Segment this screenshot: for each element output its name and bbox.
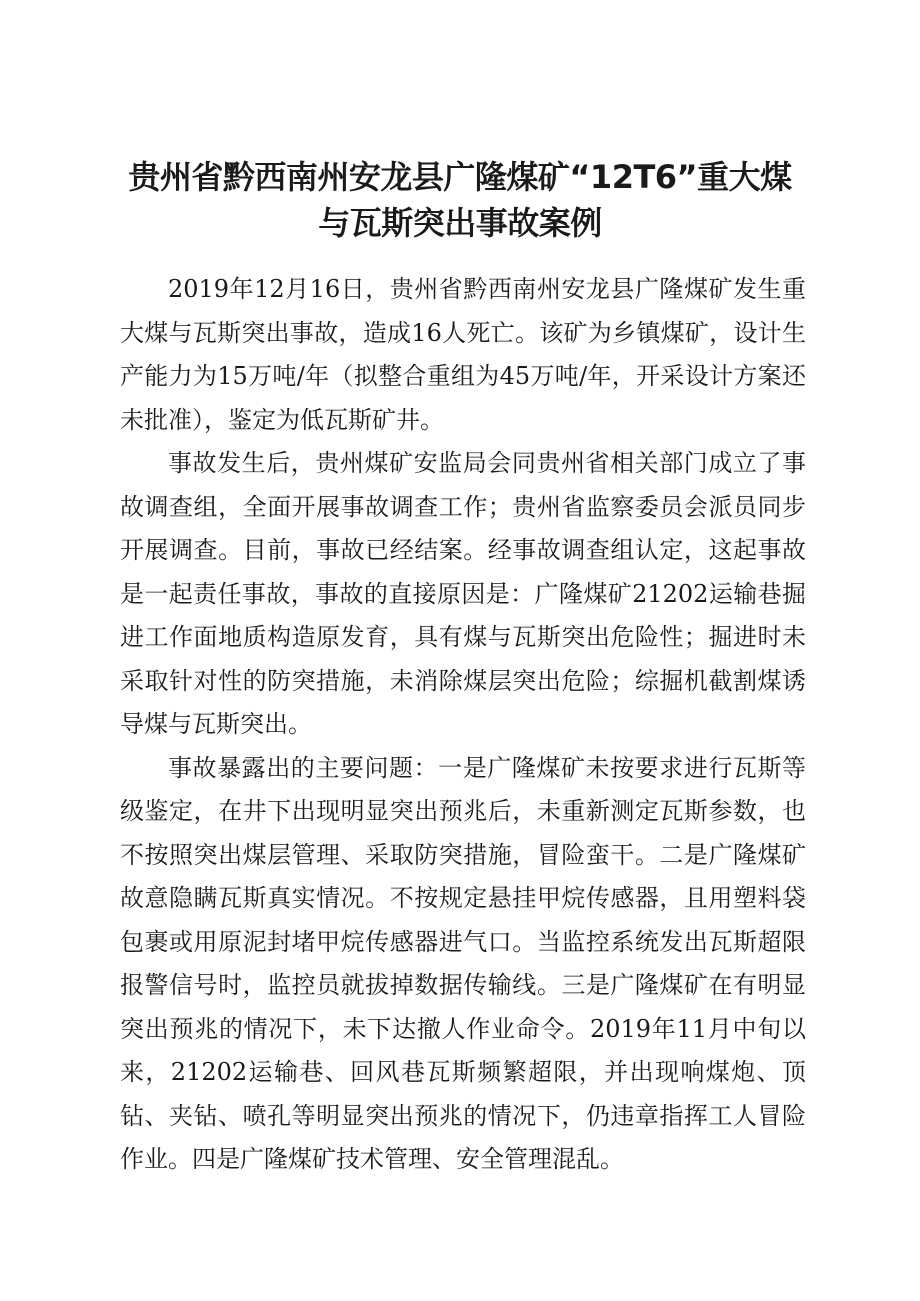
paragraph-summary: 2019年12月16日，贵州省黔西南州安龙县广隆煤矿发生重大煤与瓦斯突出事故，造成16人死亡。该矿为乡镇煤矿，设计生产能力为15万吨/年（拟整合重组为45万吨/年，开采设计方案还未批准），鉴定为低瓦斯矿井。 — [120, 275, 806, 434]
paragraph-investigation: 事故发生后，贵州煤矿安监局会同贵州省相关部门成立了事故调查组，全面开展事故调查工作；贵州省监察委员会派员同步开展调查。目前，事故已经结案。经事故调查组认定，这起事故是一起责任事故，事故的直接原因是：广隆煤矿21202运输巷掘进工作面地质构造原发育，具有煤与瓦斯突出危险性；掘进时未采取针对性的防突措施，未消除煤层突出危险；综掘机截割煤诱导煤与瓦斯突出。 — [120, 449, 806, 738]
document-title-line-1: 贵州省黔西南州安龙县广隆煤矿“12T6”重大煤 — [128, 158, 792, 196]
paragraph-problems: 事故暴露出的主要问题：一是广隆煤矿未按要求进行瓦斯等级鉴定，在井下出现明显突出预兆后，未重新测定瓦斯参数，也不按照突出煤层管理、采取防突措施，冒险蛮干。二是广隆煤矿故意隐瞒瓦斯真实情况。不按规定悬挂甲烷传感器，且用塑料袋包裹或用原泥封堵甲烷传感器进气口。当监控系统发出瓦斯超限报警信号时，监控员就拔掉数据传输线。三是广隆煤矿在有明显突出预兆的情况下，未下达撤人作业命令。2019年11月中旬以来，21202运输巷、回风巷瓦斯频繁超限，并出现响煤炮、顶钻、夹钻、喷孔等明显突出预兆的情况下，仍违章指挥工人冒险作业。四是广隆煤矿技术管理、安全管理混乱。 — [120, 753, 806, 1173]
document-body — [120, 268, 806, 1182]
document-title-line-2: 与瓦斯突出事故案例 — [318, 204, 602, 242]
